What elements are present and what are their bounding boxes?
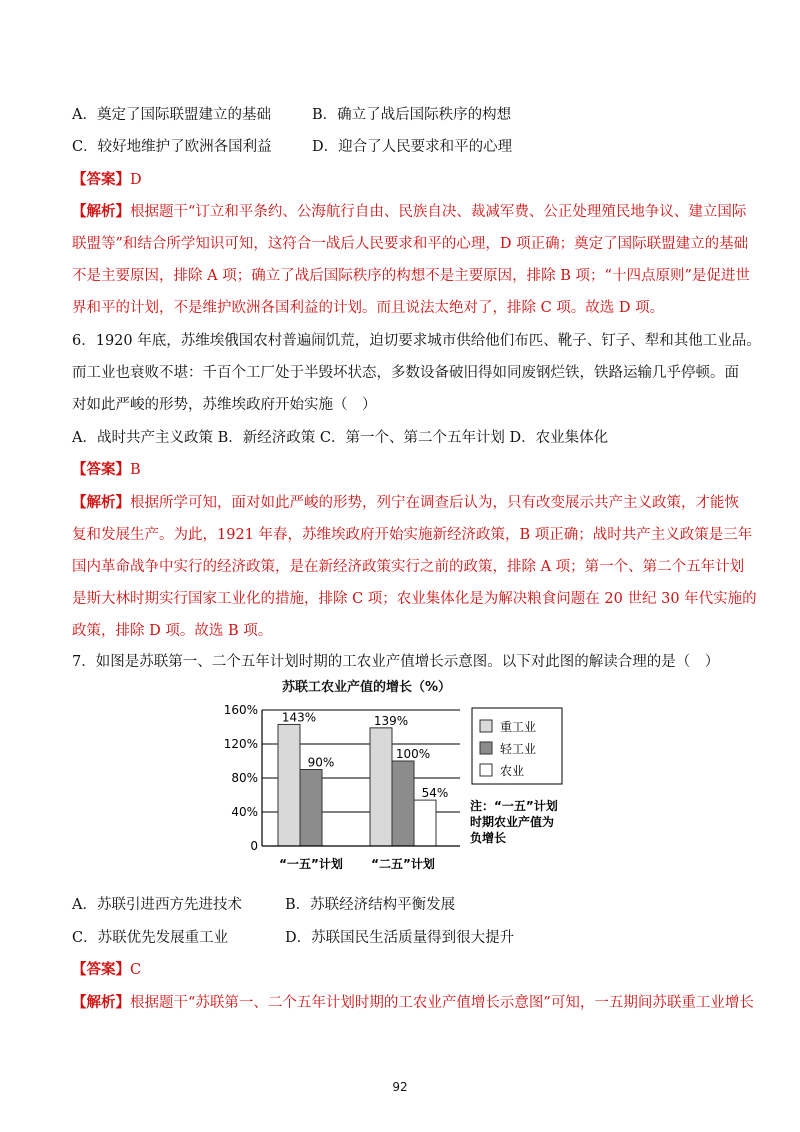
chart-note: 注：“一五”计划 <box>470 799 558 813</box>
x-category-label: “二五”计划 <box>371 857 435 871</box>
data-label: 139% <box>373 713 409 728</box>
y-tick-label: 0 <box>250 839 258 853</box>
chart-svg <box>210 676 590 876</box>
answer-value: B <box>130 462 141 478</box>
q7-option-c: C．苏联优先发展重工业 <box>72 930 229 946</box>
answer-value: D <box>130 172 142 188</box>
answer-tag: 【答案】 <box>72 461 130 478</box>
bar-轻工业 <box>392 761 414 846</box>
q7-option-b: B．苏联经济结构平衡发展 <box>285 897 456 913</box>
q5-analysis-line-1 <box>72 202 746 222</box>
bar-重工业 <box>370 728 392 846</box>
q6-stem-line-1: 6．1920 年底，苏维埃俄国农村普遍闹饥荒，迫切要求城市供给他们布匹、靴子、钉子、犁和其他工业品。 <box>72 333 761 349</box>
analysis-tag: 【解析】 <box>72 494 130 511</box>
analysis-text: 根据题干“苏联第一、二个五年计划时期的工农业产值增长示意图”可知，一五期间苏联重工业增长 <box>130 995 754 1011</box>
q5-analysis-line-4: 界和平的计划，不是维护欧洲各国利益的计划。而且说法太绝对了，排除 C 项。故选 D 项。 <box>72 300 665 316</box>
y-tick-label: 80% <box>231 771 258 785</box>
answer-value: C <box>130 962 142 978</box>
chart-note: 负增长 <box>470 831 507 845</box>
answer-tag: 【答案】 <box>72 961 130 978</box>
q5-option-c: C．较好地维护了欧洲各国利益 <box>72 139 272 155</box>
q6-analysis-line-4: 是斯大林时期实行国家工业化的措施，排除 C 项；农业集体化是为解决粮食问题在 20 世纪 30 年代实施的 <box>72 591 757 607</box>
bar-轻工业 <box>300 770 322 847</box>
chart-note: 时期农业产值为 <box>470 815 555 829</box>
legend-swatch <box>480 720 492 732</box>
data-label: 100% <box>395 747 431 761</box>
page-number: 92 <box>392 1080 408 1094</box>
q5-analysis-line-2: 联盟等”和结合所学知识可知，这符合一战后人民要求和平的心理，D 项正确；奠定了国际联盟建立的基础 <box>72 236 749 252</box>
q5-option-b: B．确立了战后国际秩序的构想 <box>312 107 512 123</box>
q5-answer <box>72 170 142 190</box>
q6-analysis-line-1 <box>72 493 739 513</box>
legend-swatch <box>480 764 492 776</box>
analysis-text: 根据所学可知，面对如此严峻的形势，列宁在调查后认为，只有改变展示共产主义政策，才能恢 <box>130 495 739 511</box>
legend-label: 重工业 <box>500 720 537 734</box>
q6-stem-line-2: 而工业也衰败不堪：千百个工厂处于半毁坏状态，多数设备破旧得如同废钢烂铁，铁路运输几乎停顿。面 <box>72 365 739 381</box>
analysis-tag: 【解析】 <box>72 203 130 220</box>
answer-tag: 【答案】 <box>72 171 130 188</box>
x-category-label: “一五”计划 <box>279 857 343 871</box>
chart-title: 苏联工农业产值的增长（%） <box>282 680 452 695</box>
y-tick-label: 40% <box>231 805 258 819</box>
chart-bars <box>278 724 436 846</box>
chart-legend <box>470 708 562 845</box>
q6-analysis-line-2: 复和发展生产。为此，1921 年春，苏维埃政府开始实施新经济政策，B 项正确；战时共产主义政策是三年 <box>72 527 753 543</box>
q7-option-a: A．苏联引进西方先进技术 <box>72 897 242 913</box>
y-tick-label: 120% <box>223 737 258 751</box>
data-label: 143% <box>281 710 317 725</box>
q6-options: A．战时共产主义政策 B．新经济政策 C．第一个、第二个五年计划 D．农业集体化 <box>72 430 609 446</box>
q5-analysis-line-3: 不是主要原因，排除 A 项；确立了战后国际秩序的构想不是主要原因，排除 B 项；“十四点原则”是促进世 <box>72 268 750 284</box>
q7-analysis-line-1 <box>72 993 754 1013</box>
data-label: 90% <box>307 755 335 770</box>
q5-option-a: A．奠定了国际联盟建立的基础 <box>72 107 271 123</box>
q6-stem-line-3: 对如此严峻的形势，苏维埃政府开始实施（ ） <box>72 397 377 413</box>
q6-answer <box>72 460 141 480</box>
bar-农业 <box>414 800 436 846</box>
analysis-text: 根据题干“订立和平条约、公海航行自由、民族自决、裁减军费、公正处理殖民地争议、建立国际 <box>130 204 747 220</box>
legend-swatch <box>480 742 492 754</box>
q6-analysis-line-3: 国内革命战争中实行的经济政策，是在新经济政策实行之前的政策，排除 A 项；第一个、第二个五年计划 <box>72 559 745 575</box>
q7-option-d: D．苏联国民生活质量得到很大提升 <box>285 930 515 946</box>
q6-analysis-line-5: 政策，排除 D 项。故选 B 项。 <box>72 623 273 639</box>
legend-label: 农业 <box>500 764 525 778</box>
data-label: 54% <box>421 786 449 801</box>
analysis-tag: 【解析】 <box>72 994 130 1011</box>
y-tick-label: 160% <box>223 703 258 717</box>
bar-重工业 <box>278 724 300 846</box>
legend-label: 轻工业 <box>500 742 537 756</box>
q7-answer <box>72 960 141 980</box>
growth-chart <box>210 676 590 876</box>
q5-option-d: D．迎合了人民要求和平的心理 <box>312 139 513 155</box>
q7-stem: 7．如图是苏联第一、二个五年计划时期的工农业产值增长示意图。以下对此图的解读合理的是（ ） <box>72 654 720 670</box>
